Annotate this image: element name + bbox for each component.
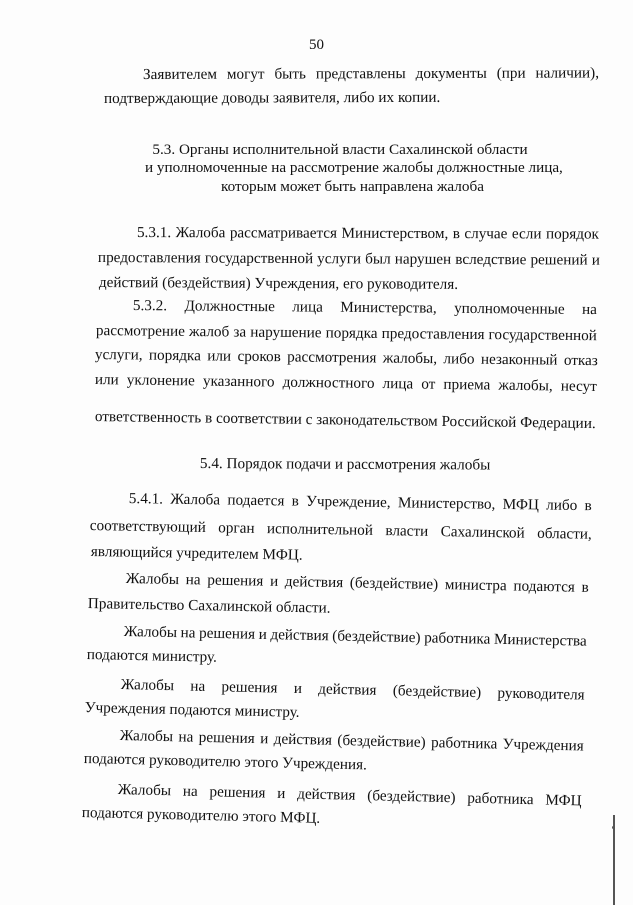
word: документы: [415, 64, 487, 83]
word: на: [185, 571, 201, 589]
word: подаются: [513, 577, 576, 596]
word: Министерства,: [340, 298, 437, 317]
section-5-3-heading-line-3: которым может быть направлена жалоба: [221, 178, 484, 195]
paragraph-5-3-1-line-1: [137, 225, 599, 242]
word: (при: [496, 64, 526, 82]
paragraph-5-3-2-line-1: [133, 298, 597, 317]
word: государственной: [488, 326, 597, 345]
word: и: [269, 572, 279, 590]
word: Жалоба: [170, 490, 221, 509]
paragraph-institution-head-line-2: Учреждения подаются министру.: [84, 699, 300, 721]
word: был: [365, 250, 391, 268]
word: могут: [226, 65, 265, 83]
word: (бездействие): [337, 731, 426, 751]
paragraph-ministry-worker-line-2: подаются министру.: [86, 646, 218, 666]
word: Жалобы: [120, 676, 175, 695]
word: Заявителем: [142, 65, 218, 83]
word: быть: [274, 65, 306, 83]
word: на: [178, 728, 194, 746]
word: области,: [537, 524, 592, 543]
word: в: [584, 497, 592, 515]
paragraph-institution-worker-line-2: подаются руководителю этого Учреждения.: [83, 750, 368, 774]
intro-line-1: [143, 65, 599, 82]
word: соответствующий: [89, 517, 206, 537]
word: (бездействие): [392, 682, 482, 702]
intro-line-2: подтверждающие доводы заявителя, либо их копии.: [103, 88, 441, 107]
word: государственной: [204, 249, 314, 268]
word: подается: [227, 491, 285, 510]
scan-speck: [612, 826, 615, 829]
paragraph-minister-line-2: Правительство Сахалинской области.: [87, 595, 331, 617]
word: решений: [530, 251, 588, 269]
word: на: [182, 782, 198, 800]
word: министра: [444, 576, 507, 595]
section-5-3-heading-line-2: и уполномоченные на рассмотрение жалобы должностные лица,: [145, 159, 563, 176]
word: случае: [464, 225, 508, 243]
word: указанного: [202, 372, 275, 391]
word: нарушение: [250, 323, 322, 342]
word: (бездействие): [367, 787, 456, 807]
word: сроков: [237, 347, 281, 366]
word: Министерство,: [397, 494, 496, 513]
word: работника: [423, 629, 491, 648]
word: если: [511, 225, 542, 243]
word: порядка: [325, 324, 378, 342]
word: нарушен: [394, 250, 452, 268]
word: уполномоченные: [454, 299, 565, 318]
word: работника: [430, 734, 498, 753]
word: и: [277, 784, 286, 803]
word: в: [452, 225, 460, 243]
word: в: [291, 492, 300, 510]
word: на: [581, 300, 597, 319]
word: предоставления: [97, 249, 201, 267]
word: работника: [467, 789, 534, 809]
word: действия: [270, 626, 329, 645]
word: Должностные: [184, 297, 275, 316]
word: приема: [443, 375, 491, 394]
word: наличии),: [535, 64, 600, 82]
word: порядок: [545, 225, 600, 243]
paragraph-5-3-1-line-2: [98, 250, 600, 268]
word: решения: [209, 783, 266, 802]
paragraph-5-3-2-line-2: [96, 323, 597, 343]
word: несут: [560, 377, 597, 396]
word: действия: [284, 573, 344, 592]
paragraph-mfc-worker-line-2: подаются руководителю этого МФЦ.: [81, 804, 321, 827]
page-number: 50: [309, 37, 324, 53]
word: рассматривается: [229, 224, 338, 242]
paragraph-5-3-2-line-4: [95, 372, 597, 394]
word: и: [293, 679, 303, 698]
word: (бездействие): [332, 627, 421, 647]
paragraph-minister-line-1: [126, 571, 589, 595]
paragraph-institution-head-line-1: [121, 677, 585, 703]
word: исполнительной: [266, 520, 374, 539]
word: и: [591, 251, 600, 269]
word: в: [581, 578, 589, 596]
word: услуги: [317, 250, 362, 268]
word: уклонение: [126, 371, 195, 390]
word: рассмотрение: [95, 322, 185, 340]
word: от: [421, 375, 436, 393]
word: должностного: [282, 373, 375, 392]
word: МФЦ: [545, 791, 582, 810]
paragraph-5-4-1-line-1: [129, 491, 592, 513]
word: незаконный: [480, 350, 558, 369]
paragraph-mfc-worker-line-1: [118, 782, 582, 809]
word: Министерства: [493, 630, 587, 650]
word: Жалобы: [117, 781, 172, 800]
word: и: [259, 730, 269, 748]
word: 5.3.2.: [132, 297, 168, 315]
word: лица: [382, 375, 414, 393]
section-5-3-heading-line-1: 5.3. Органы исполнительной власти Сахалинской области: [152, 141, 528, 158]
paragraph-5-4-1-line-3: являющийся учредителем МФЦ.: [90, 543, 303, 564]
word: либо: [546, 496, 578, 515]
word: решения: [198, 728, 255, 748]
word: услуги,: [94, 346, 143, 364]
section-5-4-heading: 5.4. Порядок подачи и рассмотрения жалобы: [199, 455, 491, 474]
paragraph-institution-worker-line-1: [120, 728, 584, 754]
word: власти: [385, 522, 429, 540]
word: Жалоба: [175, 224, 226, 242]
word: 5.3.1.: [136, 224, 172, 242]
word: Жалобы: [125, 570, 180, 589]
paragraph-5-3-2-line-5: ответственность в соответствии с законодательством Российской Федерации.: [94, 408, 596, 432]
word: руководителя: [497, 684, 585, 704]
word: или: [207, 347, 232, 365]
paragraph-ministry-worker-line-1: [124, 624, 587, 649]
word: лица: [292, 298, 323, 316]
word: и: [258, 625, 268, 643]
word: Жалобы: [119, 727, 174, 746]
paragraph-5-3-1-line-3: действий (бездействия) Учреждения, его руководителя.: [98, 274, 459, 293]
word: орган: [218, 519, 255, 537]
paragraph-5-4-1-line-2: [90, 518, 592, 542]
word: действия: [318, 680, 377, 699]
word: жалобы,: [382, 349, 438, 368]
word: решения: [221, 678, 278, 697]
word: 5.4.1.: [128, 490, 164, 508]
word: Жалобы: [123, 623, 178, 642]
word: решения: [198, 624, 256, 643]
word: за: [233, 323, 247, 341]
word: действия: [273, 730, 333, 749]
word: вследствие: [455, 250, 527, 269]
word: жалоб: [188, 322, 230, 341]
word: предоставления: [381, 324, 485, 344]
paragraph-5-3-2-line-3: [95, 347, 598, 368]
word: порядка: [148, 346, 201, 365]
word: жалобы,: [498, 376, 553, 395]
word: отказ: [563, 351, 598, 370]
word: Учреждение,: [306, 492, 391, 512]
word: (бездействие): [349, 574, 439, 593]
word: решения: [207, 571, 264, 590]
word: на: [180, 624, 196, 642]
word: МФЦ: [502, 495, 540, 514]
word: действия: [296, 785, 356, 804]
word: Учреждения: [502, 735, 584, 755]
word: на: [190, 677, 206, 695]
word: Сахалинской: [440, 523, 525, 542]
word: Министерством,: [341, 224, 449, 243]
word: либо: [443, 350, 475, 368]
word: представлены: [315, 65, 406, 83]
word: или: [94, 371, 119, 389]
word: рассмотрения: [287, 348, 377, 367]
